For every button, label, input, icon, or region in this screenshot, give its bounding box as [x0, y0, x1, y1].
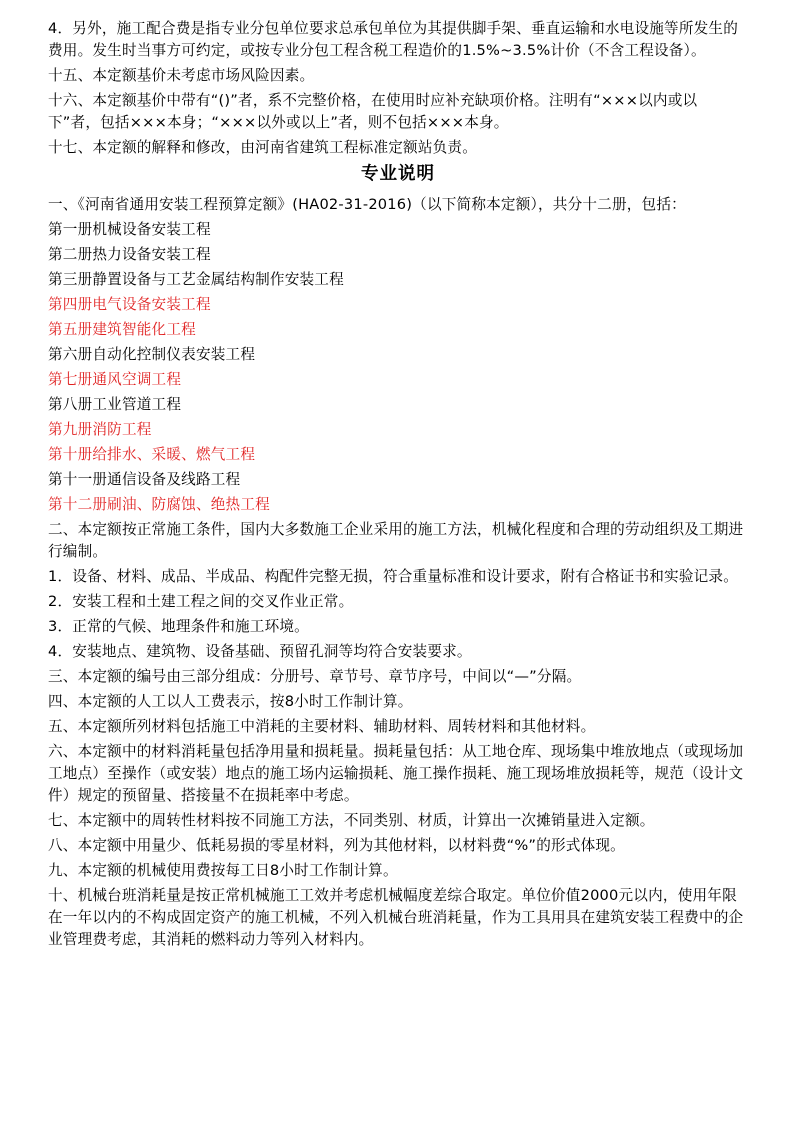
- paragraph-15: 十五、本定额基价未考虑市场风险因素。: [48, 67, 315, 84]
- condition-item: 2．安装工程和土建工程之间的交叉作业正常。: [48, 593, 354, 610]
- volume-item: 第一册机械设备安装工程: [48, 221, 211, 238]
- section-title: 专业说明: [361, 164, 435, 184]
- paragraph-16: 十六、本定额基价中带有“()”者，系不完整价格，在使用时应补充缺项价格。注明有“×××以内或以下”者，包括×××本身；“×××以外或以上”者，则不包括×××本身。: [48, 92, 698, 131]
- volume-item: 第三册静置设备与工艺金属结构制作安装工程: [48, 271, 344, 288]
- volume-item: 第十二册刷油、防腐蚀、绝热工程: [48, 496, 270, 513]
- paragraph-9-machinery: 九、本定额的机械使用费按每工日8小时工作制计算。: [48, 862, 398, 879]
- paragraph-2-conditions: 二、本定额按正常施工条件，国内大多数施工企业采用的施工方法，机械化程度和合理的劳动组织及工期进行编制。: [48, 521, 744, 560]
- volume-item: 第八册工业管道工程: [48, 396, 182, 413]
- volume-item: 第六册自动化控制仪表安装工程: [48, 346, 256, 363]
- volume-item: 第十一册通信设备及线路工程: [48, 471, 241, 488]
- volume-item: 第七册通风空调工程: [48, 371, 182, 388]
- condition-item: 1．设备、材料、成品、半成品、构配件完整无损，符合重量标准和设计要求，附有合格证书和实验记录。: [48, 568, 739, 585]
- condition-item: 3．正常的气候、地理条件和施工环境。: [48, 618, 309, 635]
- volume-item: 第九册消防工程: [48, 421, 152, 438]
- paragraph-8-misc-materials: 八、本定额中用量少、低耗易损的零星材料，列为其他材料，以材料费“%”的形式体现。: [48, 837, 625, 854]
- volume-item: 第十册给排水、采暖、燃气工程: [48, 446, 256, 463]
- paragraph-4-subcontract-fee: 4．另外，施工配合费是指专业分包单位要求总承包单位为其提供脚手架、垂直运输和水电设施等所发生的费用。发生时当事方可约定，或按专业分包工程含税工程造价的1.5%~3.5%计价（不含工程设备）。: [48, 20, 739, 59]
- paragraph-17: 十七、本定额的解释和修改，由河南省建筑工程标准定额站负责。: [48, 139, 478, 156]
- condition-item: 4．安装地点、建筑物、设备基础、预留孔洞等均符合安装要求。: [48, 643, 472, 660]
- paragraph-5-materials: 五、本定额所列材料包括施工中消耗的主要材料、辅助材料、周转材料和其他材料。: [48, 718, 596, 735]
- volume-item: 第五册建筑智能化工程: [48, 321, 196, 338]
- paragraph-10-machine-shifts: 十、机械台班消耗量是按正常机械施工工效并考虑机械幅度差综合取定。单位价值2000元以内，使用年限在一年以内的不构成固定资产的施工机械，不列入机械台班消耗量，作为工具用具在建筑安装工程费中的企业管理费考虑，其消耗的燃料动力等列入材料内。: [48, 887, 744, 948]
- document-page: [48, 18, 748, 954]
- volume-item: 第二册热力设备安装工程: [48, 246, 211, 263]
- paragraph-4-labor: 四、本定额的人工以人工费表示，按8小时工作制计算。: [48, 693, 413, 710]
- paragraph-3-numbering: 三、本定额的编号由三部分组成：分册号、章节号、章节序号，中间以“—”分隔。: [48, 668, 582, 685]
- paragraph-7-turnover: 七、本定额中的周转性材料按不同施工方法，不同类别、材质，计算出一次摊销量进入定额。: [48, 812, 655, 829]
- paragraph-6-loss: 六、本定额中的材料消耗量包括净用量和损耗量。损耗量包括：从工地仓库、现场集中堆放地点（或现场加工地点）至操作（或安装）地点的施工场内运输损耗、施工操作损耗、施工现场堆放损耗等，规范（设计文件）规定的预留量、搭接量不在损耗率中考虑。: [48, 743, 744, 804]
- intro-paragraph: 一、《河南省通用安装工程预算定额》(HA02-31-2016)（以下简称本定额），共分十二册，包括：: [48, 196, 686, 213]
- volume-list: [48, 219, 748, 516]
- volume-item: 第四册电气设备安装工程: [48, 296, 211, 313]
